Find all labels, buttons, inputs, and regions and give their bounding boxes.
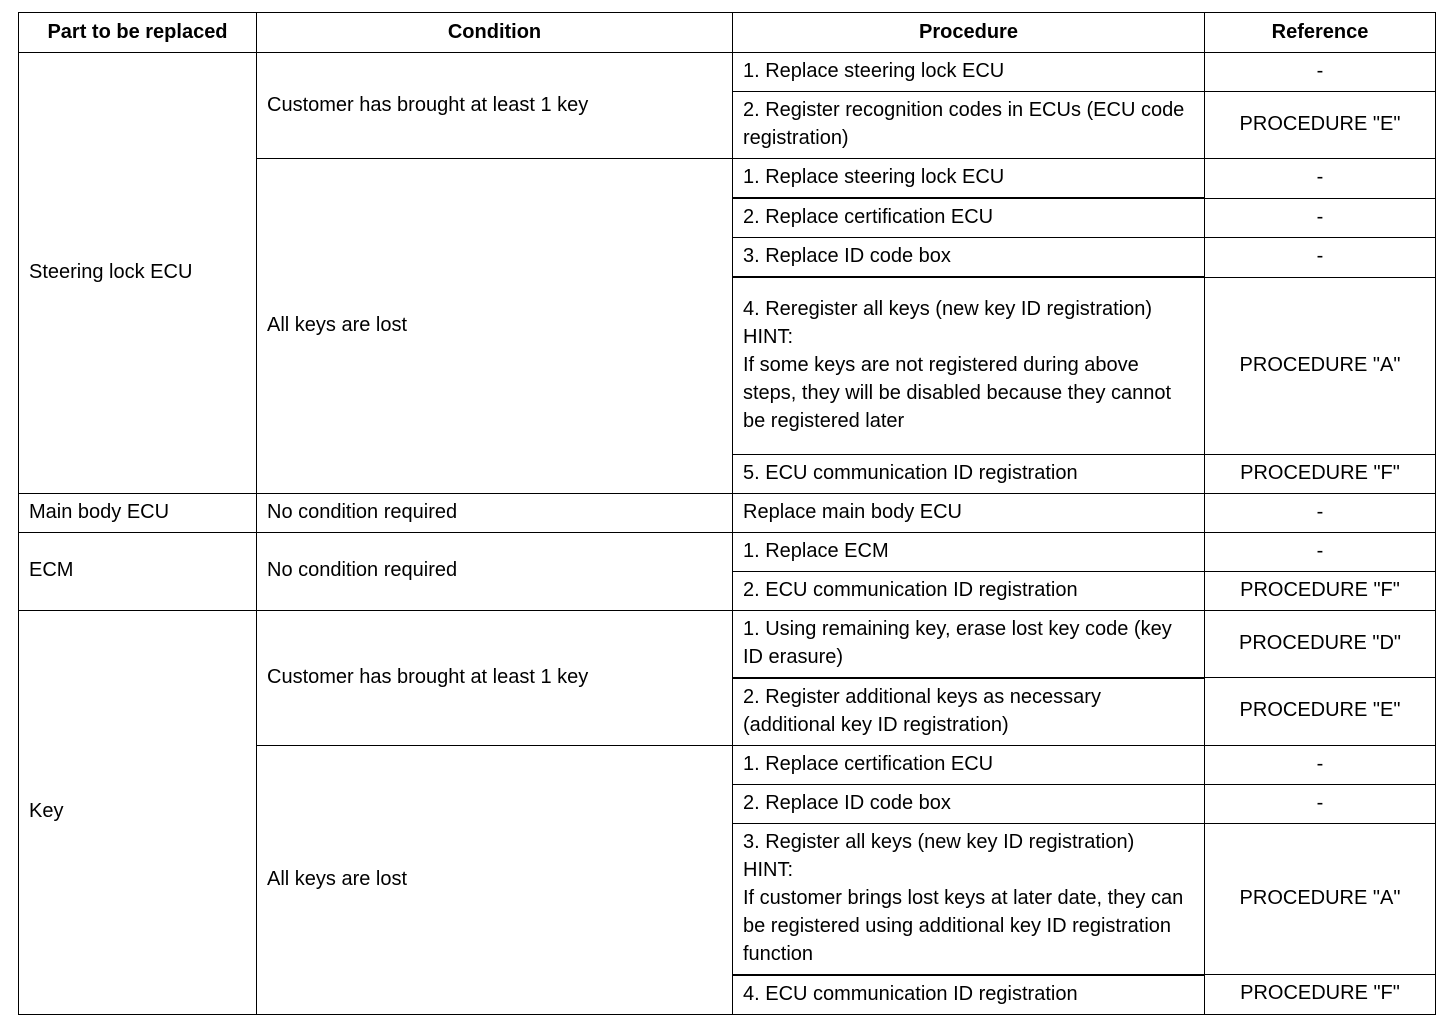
- procedure-cell: 3. Replace ID code box: [733, 238, 1205, 278]
- reference-cell: PROCEDURE "F": [1205, 571, 1436, 610]
- reference-cell: -: [1205, 493, 1436, 532]
- condition-cell: No condition required: [257, 532, 733, 610]
- header-reference: Reference: [1205, 13, 1436, 53]
- procedure-cell: Replace main body ECU: [733, 493, 1205, 532]
- reference-cell: PROCEDURE "E": [1205, 678, 1436, 746]
- procedure-cell: 2. Register additional keys as necessary (additional key ID registration): [733, 678, 1205, 746]
- procedure-cell: 1. Using remaining key, erase lost key code (key ID erasure): [733, 610, 1205, 678]
- reference-cell: PROCEDURE "D": [1205, 610, 1436, 678]
- condition-cell: Customer has brought at least 1 key: [257, 610, 733, 745]
- condition-cell: All keys are lost: [257, 745, 733, 1014]
- procedure-cell: 1. Replace steering lock ECU: [733, 159, 1205, 199]
- replacement-procedure-table: [18, 12, 1436, 1015]
- procedure-cell: 5. ECU communication ID registration: [733, 454, 1205, 493]
- reference-cell: PROCEDURE "F": [1205, 975, 1436, 1015]
- reference-cell: -: [1205, 745, 1436, 784]
- reference-cell: -: [1205, 53, 1436, 92]
- procedure-cell: 4. Reregister all keys (new key ID registration) HINT: If some keys are not registered during above steps, they will be disabled because they cannot be registered later: [733, 277, 1205, 454]
- procedure-cell: 4. ECU communication ID registration: [733, 975, 1205, 1015]
- reference-cell: PROCEDURE "E": [1205, 92, 1436, 159]
- procedure-cell: 2. ECU communication ID registration: [733, 571, 1205, 610]
- part-cell: ECM: [19, 532, 257, 610]
- table-row: [19, 53, 1436, 92]
- condition-cell: No condition required: [257, 493, 733, 532]
- reference-cell: -: [1205, 198, 1436, 238]
- header-part: Part to be replaced: [19, 13, 257, 53]
- reference-cell: -: [1205, 238, 1436, 278]
- condition-cell: Customer has brought at least 1 key: [257, 53, 733, 159]
- part-cell: Main body ECU: [19, 493, 257, 532]
- reference-cell: PROCEDURE "A": [1205, 277, 1436, 454]
- table-row: [19, 493, 1436, 532]
- header-procedure: Procedure: [733, 13, 1205, 53]
- condition-cell: All keys are lost: [257, 159, 733, 494]
- table-row: [19, 610, 1436, 678]
- reference-cell: PROCEDURE "A": [1205, 823, 1436, 975]
- procedure-cell: 1. Replace certification ECU: [733, 745, 1205, 784]
- part-cell: Steering lock ECU: [19, 53, 257, 494]
- reference-cell: -: [1205, 784, 1436, 823]
- procedure-cell: 2. Replace ID code box: [733, 784, 1205, 823]
- reference-cell: -: [1205, 159, 1436, 199]
- procedure-cell: 3. Register all keys (new key ID registration) HINT: If customer brings lost keys at later date, they can be registered using additional key ID registration function: [733, 823, 1205, 975]
- header-row: [19, 13, 1436, 53]
- table-row: [19, 532, 1436, 571]
- procedure-cell: 2. Replace certification ECU: [733, 198, 1205, 238]
- procedure-cell: 1. Replace ECM: [733, 532, 1205, 571]
- part-cell: Key: [19, 610, 257, 1014]
- reference-cell: -: [1205, 532, 1436, 571]
- procedure-cell: 2. Register recognition codes in ECUs (ECU code registration): [733, 92, 1205, 159]
- procedure-cell: 1. Replace steering lock ECU: [733, 53, 1205, 92]
- header-condition: Condition: [257, 13, 733, 53]
- reference-cell: PROCEDURE "F": [1205, 454, 1436, 493]
